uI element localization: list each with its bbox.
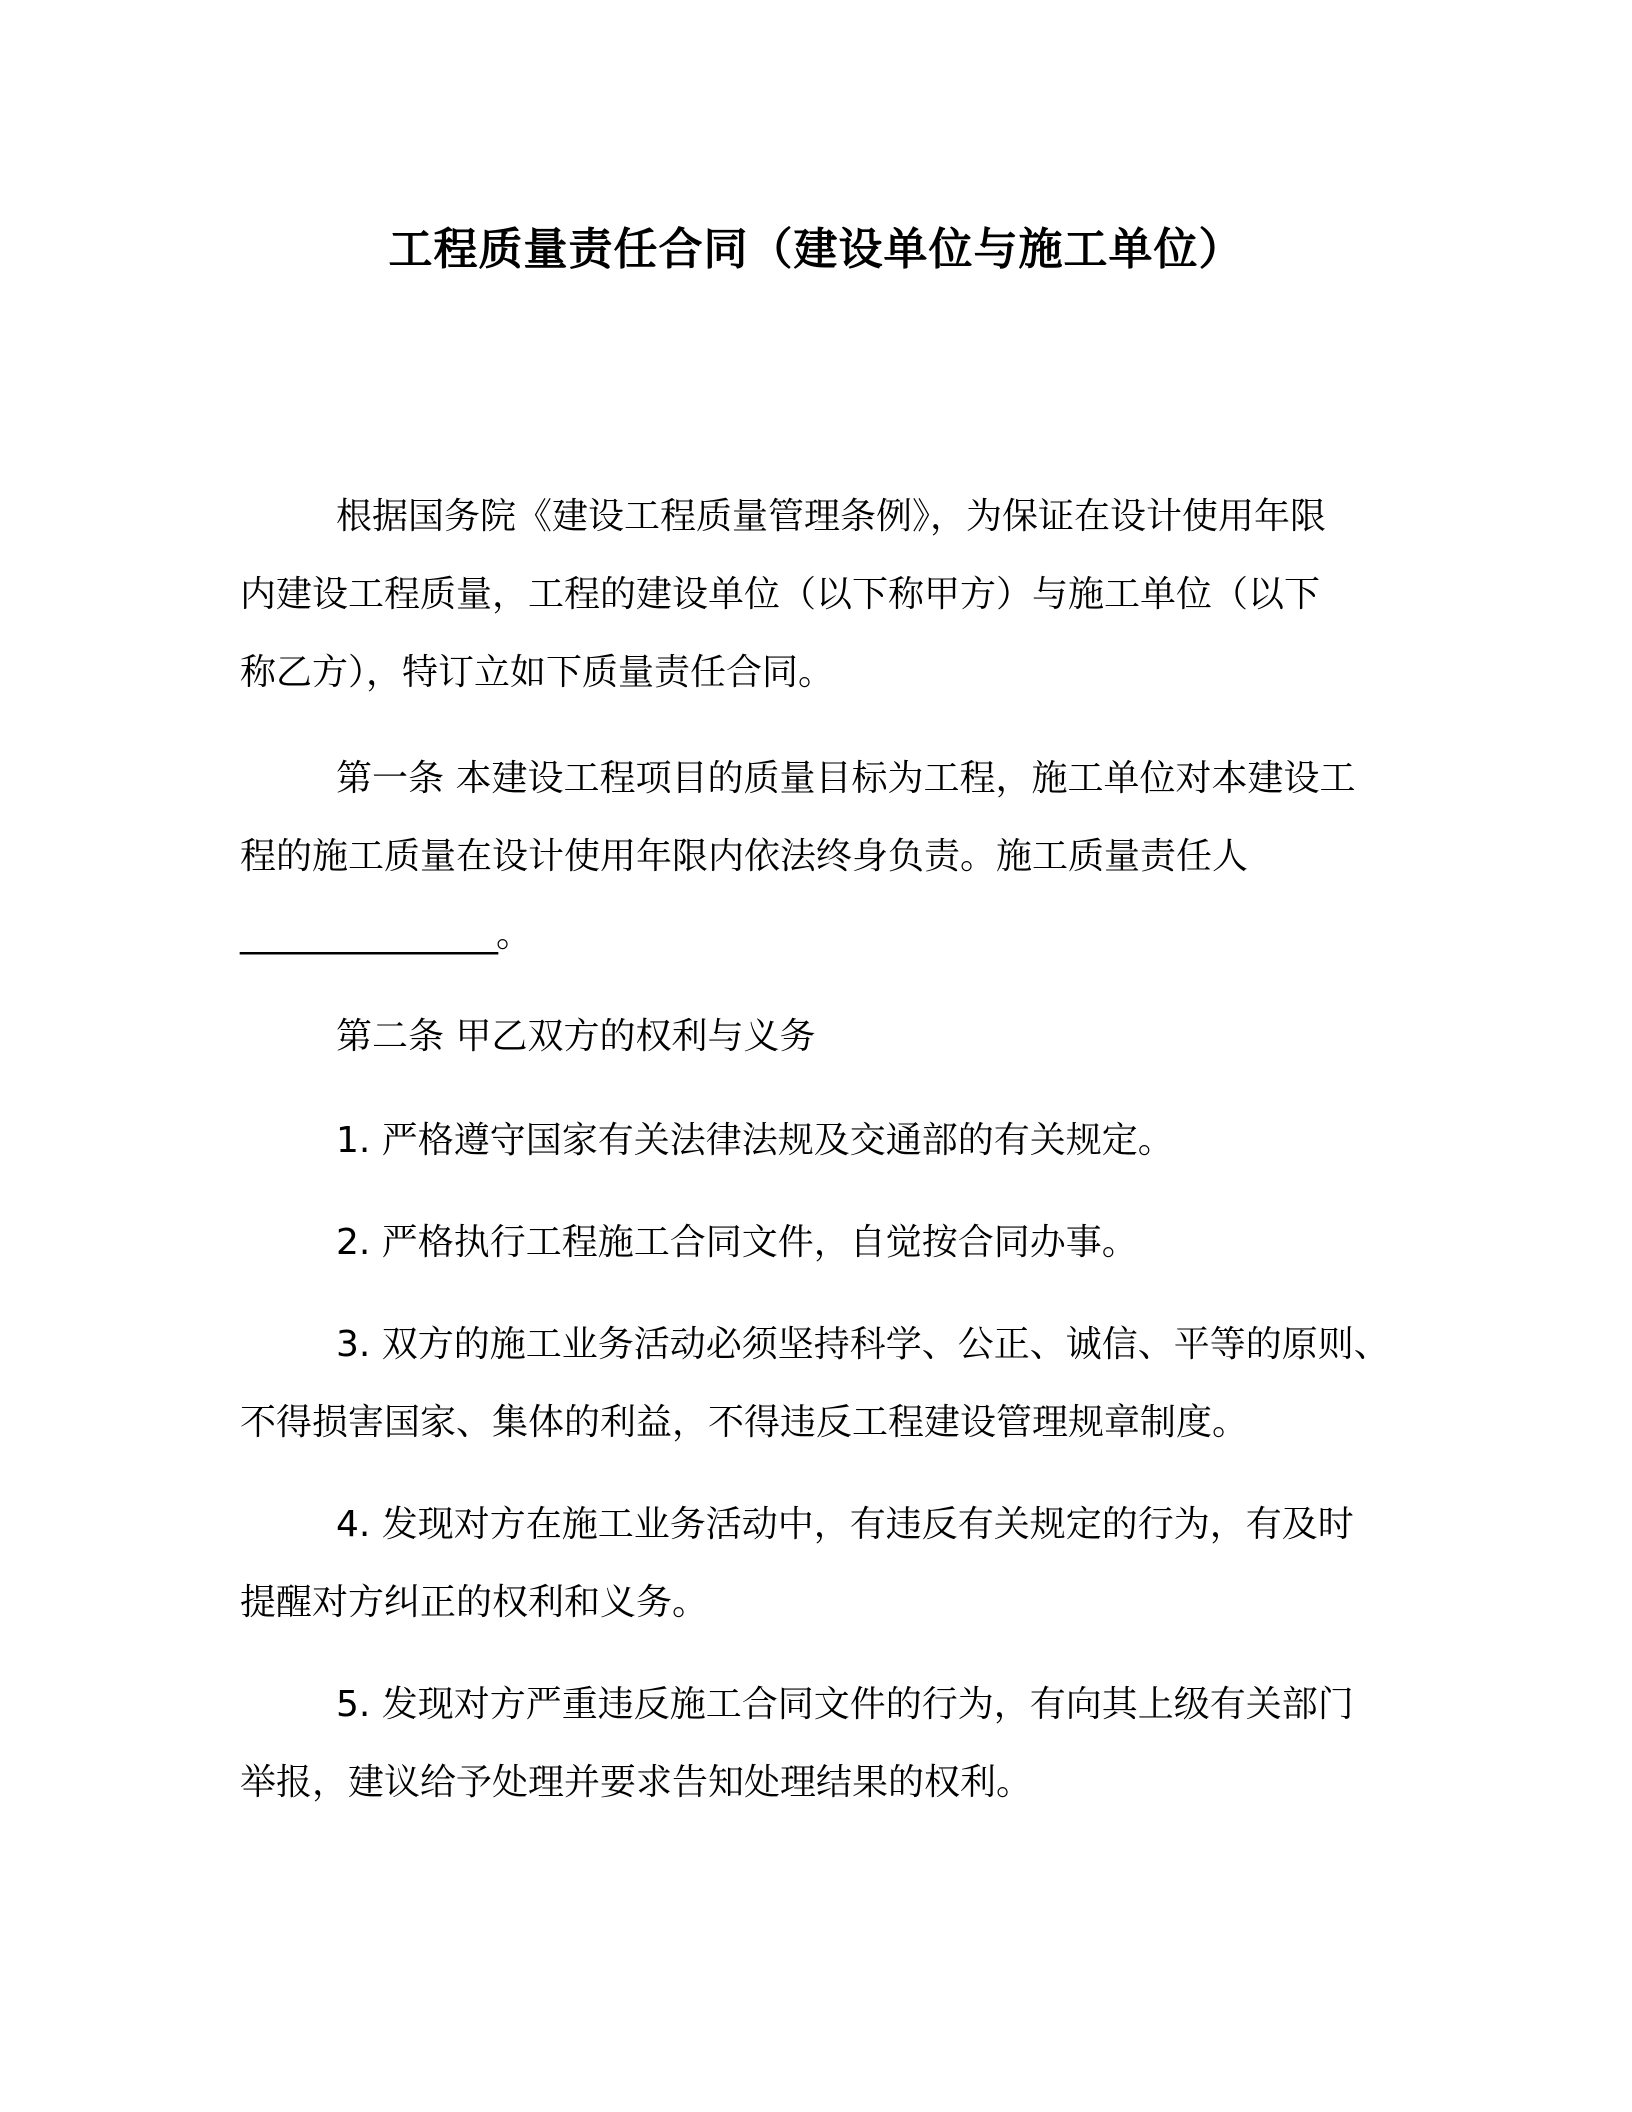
paragraph-line: 2. 严格执行工程施工合同文件，自觉按合同办事。 — [336, 1222, 1138, 1263]
paragraph-line: 程的施工质量在设计使用年限内依法终身负责。施工质量责任人 — [240, 836, 1249, 877]
paragraph-line: 举报，建议给予处理并要求告知处理结果的权利。 — [240, 1762, 1033, 1803]
list-item — [240, 1306, 1390, 1462]
list-item — [240, 1666, 1390, 1822]
paragraph-line: 根据国务院《建设工程质量管理条例》，为保证在设计使用年限 — [336, 496, 1327, 537]
paragraph-line: 内建设工程质量，工程的建设单位（以下称甲方）与施工单位（以下 — [240, 574, 1321, 615]
article-1-paragraph — [240, 740, 1390, 974]
intro-paragraph — [240, 478, 1390, 712]
list-item — [240, 1102, 1390, 1180]
paragraph-line: 提醒对方纠正的权利和义务。 — [240, 1582, 709, 1623]
paragraph-line: 1. 严格遵守国家有关法律法规及交通部的有关规定。 — [336, 1120, 1174, 1161]
document-body — [240, 0, 1390, 2112]
document-title: 工程质量责任合同（建设单位与施工单位） — [388, 224, 1244, 275]
responsible-person-blank: ________________。 — [240, 914, 530, 955]
paragraph-line: 不得损害国家、集体的利益，不得违反工程建设管理规章制度。 — [240, 1402, 1249, 1443]
paragraph-line: 3. 双方的施工业务活动必须坚持科学、公正、诚信、平等的原则、 — [336, 1324, 1390, 1365]
paragraph-line: 称乙方），特订立如下质量责任合同。 — [240, 652, 835, 693]
paragraph-line: 第二条 甲乙双方的权利与义务 — [336, 1016, 816, 1057]
list-item — [240, 1204, 1390, 1282]
paragraph-line: 4. 发现对方在施工业务活动中，有违反有关规定的行为，有及时 — [336, 1504, 1354, 1545]
article-2-heading — [240, 998, 1390, 1076]
paragraph-line: 第一条 本建设工程项目的质量目标为工程，施工单位对本建设工 — [336, 758, 1356, 799]
paragraph-line: 5. 发现对方严重违反施工合同文件的行为，有向其上级有关部门 — [336, 1684, 1354, 1725]
list-item — [240, 1486, 1390, 1642]
